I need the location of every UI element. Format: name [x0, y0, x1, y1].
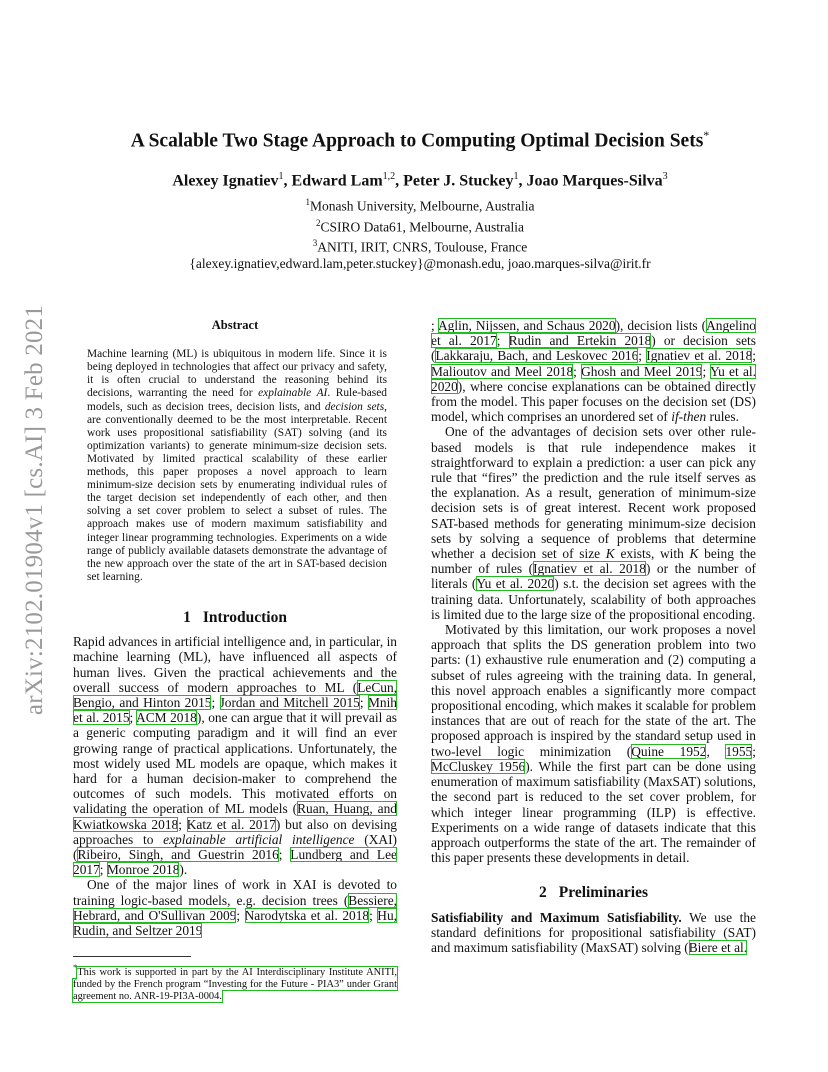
text-segment: ; [99, 862, 107, 878]
intro-paragraph-2 [73, 877, 397, 938]
text-segment: ) or the number of literals ( [431, 561, 756, 592]
text-segment: rules. [706, 409, 739, 425]
footnote-rule [73, 956, 191, 957]
citation-link[interactable]: Monroe 2018 [106, 862, 180, 878]
citation-link[interactable]: Lakkaraju, Bach, and Leskovec 2016 [435, 348, 639, 364]
citation-link[interactable]: Ignatiev et al. 2018 [646, 348, 753, 364]
text-segment: ). [179, 862, 188, 878]
text-segment: We use the standard definitions for propositional satisfiability (SAT) and maximum satisfiability (MaxSAT) solving ( [431, 909, 756, 955]
citation-link[interactable]: Ghosh and Meel 2019 [581, 363, 703, 379]
text-segment: ; [752, 743, 756, 759]
text-segment: ; [431, 318, 439, 333]
text-segment: ), where concise explanations can be obtained directly from the model. This paper focuses on the decision set (DS) model, which comprises an unordered set of [431, 378, 756, 425]
citation-link[interactable]: 1955 [725, 743, 753, 759]
text-segment: exists, with [614, 546, 690, 562]
text-segment: ), one can argue that it will prevail as a generic computing paradigm and it will find an ever growing range of practical applications. Unfortunately, the most widely used ML models are opaque, which makes it hard for a human decision-maker to comprehend the outcomes of such models. This motivated efforts on validating the operation of ML models ( [73, 710, 397, 817]
citation-link[interactable]: Yu et al. 2020 [476, 576, 555, 592]
abstract-segment: Machine learning (ML) is ubiquitous in modern life. Since it is being deployed in technologies that affect our privacy and safety, it is often crucial to understand the reasoning behind its decisions, warranting the need for [87, 348, 387, 400]
author-name: Peter J. Stuckey [403, 172, 514, 190]
abstract-segment: , are conventionally deemed to be the most interpretable. Recent work uses propositional satisfiability (SAT) solving (and its optimization variants) to generate minimum-size decision sets. Motivated by limited practical scalability of these earlier methods, this paper proposes a novel approach to learn minimum-size decision sets by enumerating individual rules of the target decision set independently of each other, and then solving a set cover problem to select a subset of rules. The approach makes use of modern maximum satisfiability and integer linear programming technologies. Experiments on a wide range of publicly available datasets demonstrate the advantage of the new approach over the state of the art in SAT-based decision set learning. [87, 400, 387, 583]
paper-title [70, 128, 770, 153]
author-emails: {alexey.ignatiev,edward.lam,peter.stuckey}@monash.edu, joao.marques-silva@irit.fr [189, 255, 651, 271]
author-list: Alexey Ignatiev$^1$, Edward Lam$^{1,2}$, Peter J. Stuckey$^1$, Joao Marques-Silva$^3$ [172, 171, 668, 190]
abstract-emphasis: decision sets [324, 400, 385, 413]
arxiv-side-identifier [18, 300, 52, 720]
section-heading-preliminaries [431, 885, 756, 900]
text-segment: ), decision lists ( [615, 318, 707, 333]
footnote [73, 961, 397, 1004]
abstract-text [87, 348, 387, 584]
footnote-mark: * [73, 962, 78, 973]
text-segment: ; [573, 363, 582, 379]
affiliation-mark: 2 [315, 217, 321, 228]
text-segment: ; [359, 694, 368, 710]
text-segment: ; [496, 333, 509, 349]
abstract-heading: Abstract [211, 318, 259, 332]
affiliations [70, 194, 770, 272]
text-segment: ; [129, 710, 137, 726]
emphasized-text: K [605, 546, 615, 562]
intro-paragraph-4 [431, 622, 756, 865]
text-segment: Rapid advances in artificial intelligence and, in particular, in machine learning (ML), have influenced all aspects of human lives. Given the practical achievements and the overall success of modern approaches to ML ( [73, 634, 397, 695]
author-name: Joao Marques-Silva [526, 172, 663, 190]
affiliation-text: ANITI, IRIT, CNRS, Toulouse, France [317, 239, 528, 255]
citation-link[interactable]: Aglin, Nijssen, and Schaus 2020 [438, 318, 616, 333]
citation-link[interactable]: ACM 2018 [136, 710, 197, 726]
affiliation-text: Monash University, Melbourne, Australia [310, 198, 535, 214]
text-segment: ). While the first part can be done using enumeration of maximum satisfiability (MaxSAT) solutions, the second part is reduced to the set cover problem, for which integer linear programming (ILP) is effective. Experiments on a wide range of datasets indicate that this approach outperforms the state of the art. The remainder of this paper presents these developments in detail. [431, 758, 756, 866]
citation-link[interactable]: Lundberg and Lee 2017 [73, 846, 397, 878]
emphasized-text: if-then [671, 409, 707, 425]
text-segment: ) s.t. the decision set agrees with the training data. Unfortunately, scalability of both approaches is limited due to the large size of the propositional encoding. [431, 576, 756, 622]
text-segment: ; [278, 846, 291, 862]
footnote-text[interactable]: This work is supported in part by the AI Interdisciplinary Institute ANITI, funded by the French program “Investing for the Future - PIA3” under Grant agreement no. ANR-19-PI3A-0004. [73, 966, 397, 1003]
text-segment: , [706, 743, 726, 759]
section-number: 1 [183, 608, 191, 626]
intro-paragraph-1 [73, 634, 397, 877]
affiliation-text: CSIRO Data61, Melbourne, Australia [320, 219, 525, 234]
citation-link[interactable]: Katz et al. 2017 [186, 816, 276, 832]
title-text: A Scalable Two Stage Approach to Computing Optimal Decision Sets [130, 130, 704, 152]
text-segment: (XAI) ( [73, 831, 397, 862]
emphasized-text: explainable artificial intelligence [163, 831, 355, 847]
abstract-emphasis: explainable AI [258, 387, 328, 400]
text-segment: ; [236, 907, 245, 923]
title-footnote-mark: * [703, 128, 710, 142]
citation-link[interactable]: Malioutov and Meel 2018 [431, 363, 574, 379]
citation-link[interactable]: McCluskey 1956 [431, 758, 526, 774]
text-segment: ) but also on devising approaches to [73, 816, 397, 847]
affiliation-line [70, 194, 770, 215]
text-segment: ; [178, 816, 187, 832]
abstract-segment: . Rule-based models, such as decision trees, decision lists, and [87, 387, 387, 413]
intro-paragraph-3 [431, 424, 756, 622]
text-segment: ; [752, 348, 756, 364]
preliminaries-paragraph [431, 910, 756, 956]
text-segment: ; [211, 694, 220, 710]
left-column [73, 318, 397, 1004]
text-segment: ; [369, 907, 378, 923]
author-name: Alexey Ignatiev [172, 172, 279, 190]
citation-link[interactable]: Ribeiro, Singh, and Guestrin 2016 [77, 846, 279, 862]
author-affiliation-mark: 1,2 [382, 171, 396, 182]
affiliation-mark: 3 [312, 238, 318, 248]
text-segment: being the number of rules ( [431, 546, 756, 577]
citation-link[interactable]: Rudin and Ertekin 2018 [508, 333, 652, 349]
intro-paragraph-2-continued [431, 318, 756, 424]
footnote-area [73, 956, 397, 1004]
citation-link[interactable]: Yu et al. 2020 [431, 363, 756, 394]
citation-link[interactable]: LeCun, Bengio, and Hinton 2015 [73, 679, 397, 710]
author-affiliation-mark: 1 [278, 171, 284, 182]
run-in-heading: Satisfiability and Maximum Satisfiability. [431, 909, 682, 925]
author-name: Edward Lam [291, 172, 383, 190]
section-number: 2 [539, 884, 547, 902]
citation-link[interactable]: Narodytska et al. 2018 [244, 907, 370, 923]
emphasized-text: K [689, 546, 699, 562]
citation-link[interactable]: Jordan and Mitchell 2015 [219, 694, 360, 710]
citation-link[interactable]: Mnih et al. 2015 [73, 694, 397, 726]
section-heading-introduction [73, 610, 397, 625]
author-affiliation-mark: 3 [662, 171, 668, 182]
text-segment: One of the advantages of decision sets over other rule-based models is that rule independence makes it straightforward to explain a prediction: a user can pick any rule that “fires” the prediction and the rule itself serves as the explanation. As a result, generation of minimum-size decision sets is of great interest. Recent work proposed SAT-based methods for generating minimum-size decision sets by solving a sequence of problems that determine whether a decision set of size [431, 424, 756, 562]
arxiv-id-text: arXiv:2102.01904v1 [cs.AI] 3 Feb 2021 [21, 304, 48, 716]
affiliation-line [70, 215, 770, 236]
text-segment: ; [638, 348, 647, 364]
section-title: Preliminaries [558, 884, 648, 902]
citation-link[interactable]: Angelino et al. 2017 [431, 318, 756, 349]
author-affiliation-mark: 1 [513, 171, 519, 182]
text-segment: One of the major lines of work in XAI is devoted to training logic-based models, e.g. decision trees ( [73, 877, 397, 908]
section-title: Introduction [202, 608, 287, 626]
citation-link[interactable]: Biere et al. [688, 939, 748, 955]
citation-link[interactable]: Hu, Rudin, and Seltzer 2019 [73, 907, 397, 938]
right-column [431, 318, 756, 955]
affiliation-line [70, 235, 770, 256]
citation-link[interactable]: Ignatiev et al. 2018 [533, 561, 646, 577]
text-segment: ) or decision sets ( [431, 333, 756, 364]
text-segment: ; [702, 363, 710, 379]
text-segment: Motivated by this limitation, our work proposes a novel approach that splits the DS generation problem into two parts: (1) exhaustive rule enumeration and (2) computing a subset of rules agreeing with the training data. In general, this novel approach enables a significantly more compact propositional encoding, which makes it scalable for problem instances that are out of reach for the state of the art. The proposed approach is inspired by the standard setup used in two-level logic minimization ( [431, 622, 756, 759]
affiliation-mark: 1 [305, 197, 311, 207]
citation-link[interactable]: Ruan, Huang, and Kwiatkowska 2018 [73, 801, 397, 832]
citation-link[interactable]: Quine 1952 [631, 743, 707, 759]
citation-link[interactable]: Bessiere, Hebrard, and O'Sullivan 2009 [73, 892, 397, 923]
